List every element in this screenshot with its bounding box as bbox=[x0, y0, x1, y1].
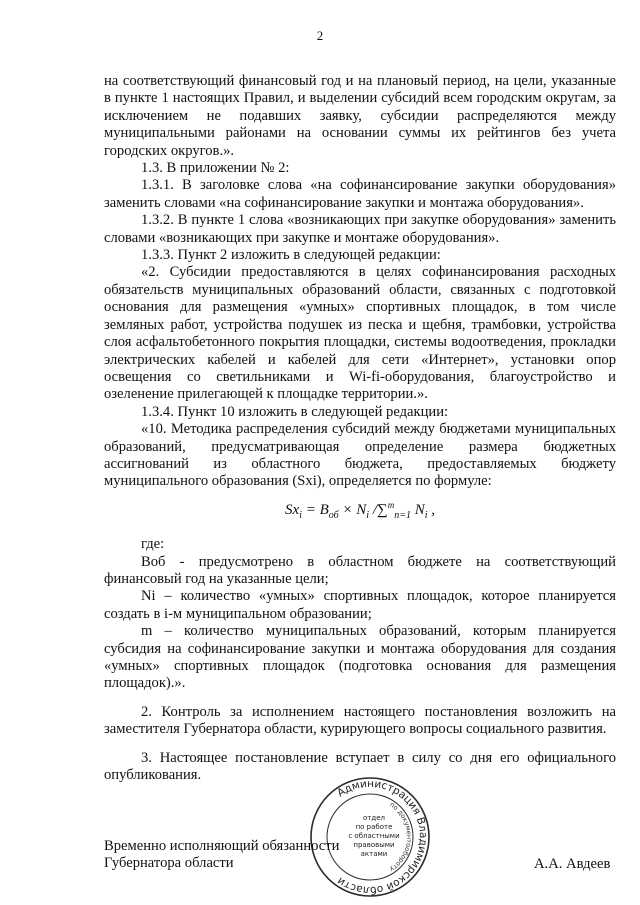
paragraph-where: где: bbox=[141, 536, 165, 553]
signatory-position-line-2: Губернатора области bbox=[104, 855, 234, 872]
paragraph-1-3-1: 1.3.1. В заголовке слова «на софинансирование закупки оборудования» заменить словами «на софинансирование закупки и монтажа оборудования». bbox=[104, 177, 616, 211]
formula: $Sx_i = B_{об} \times N_i$ /∑$^m_{n=1}$ $N_i$ , bbox=[285, 499, 435, 521]
paragraph-1-3-4: 1.3.4. Пункт 10 изложить в следующей редакции: bbox=[141, 403, 449, 420]
stamp-line: по работе bbox=[355, 823, 393, 831]
document-body bbox=[104, 73, 616, 784]
paragraph-1-3: 1.3. В приложении № 2: bbox=[141, 160, 290, 177]
signatory-position bbox=[104, 838, 339, 873]
paragraph-3: 3. Настоящее постановление вступает в силу со дня его официального опубликования. bbox=[104, 749, 616, 784]
paragraph-def-m: m – количество муниципальных образований, которым планируется субсидия на софинансирование закупки и монтажа оборудования для создания «умных» спортивных площадок (подготовка основания для размещения площадок).». bbox=[104, 623, 616, 692]
stamp-line: правовыми bbox=[353, 841, 395, 849]
stamp-ring-text: Администрация Владимирской области bbox=[335, 777, 430, 897]
paragraph-continuation: на соответствующий финансовый год и на плановый период, на цели, указанные в пункте 1 настоящих Правил, и выделении субсидий всем городским округам, за исключением не подавших заявку, субсидии распределяются между муниципальными районами на основании суммы их рейтингов без учета городских округов.». bbox=[104, 73, 616, 159]
signatory-name: А.А. Авдеев bbox=[534, 856, 611, 872]
paragraph-def-ni: Ni – количество «умных» спортивных площадок, которое планируется создать в i-м муниципальном образовании; bbox=[104, 588, 616, 622]
paragraph-clause-2: «2. Субсидии предоставляются в целях софинансирования расходных обязательств муниципальных образований области, связанных с подготовкой основания для размещения «умных» спортивных площадок, в том числе земляных работ, устройства подушек из песка и щебня, трамбовки, устройства слоя асфальтобетонного покрытия площадки, системы водоотведения, прокладки электрических кабелей и кабелей для сети «Интернет», установки опор освещения со светильниками и Wi-fi-оборудования, благоустройство и озеленение прилегающей к площадке территории.». bbox=[104, 264, 616, 403]
official-stamp bbox=[308, 775, 432, 899]
page-number: 2 bbox=[316, 28, 324, 43]
paragraph-clause-10: «10. Методика распределения субсидий между бюджетами муниципальных образований, предусматривающая определение размера бюджетных ассигнований из областного бюджета, предоставляемых бюджету муниципального образования (Sxi), определяется по формуле: bbox=[104, 421, 616, 490]
paragraph-def-bob: Воб - предусмотрено в областном бюджете на соответствующий финансовый год на указанные цели; bbox=[104, 553, 616, 587]
paragraph-1-3-3: 1.3.3. Пункт 2 изложить в следующей редакции: bbox=[141, 247, 441, 264]
stamp-line: актами bbox=[360, 850, 388, 858]
stamp-inner-ring-text: по документообороту bbox=[388, 800, 414, 874]
paragraph-2: 2. Контроль за исполнением настоящего постановления возложить на заместителя Губернатора области, курирующего вопросы социального развития. bbox=[104, 703, 616, 738]
signatory-position-line-1: Временно исполняющий обязанности bbox=[104, 838, 340, 854]
stamp-line: с областными bbox=[348, 832, 400, 840]
paragraph-1-3-2: 1.3.2. В пункте 1 слова «возникающих при закупке оборудования» заменить словами «возникающих при закупке и монтаже оборудования». bbox=[104, 212, 616, 246]
stamp-line: отдел bbox=[363, 814, 385, 822]
